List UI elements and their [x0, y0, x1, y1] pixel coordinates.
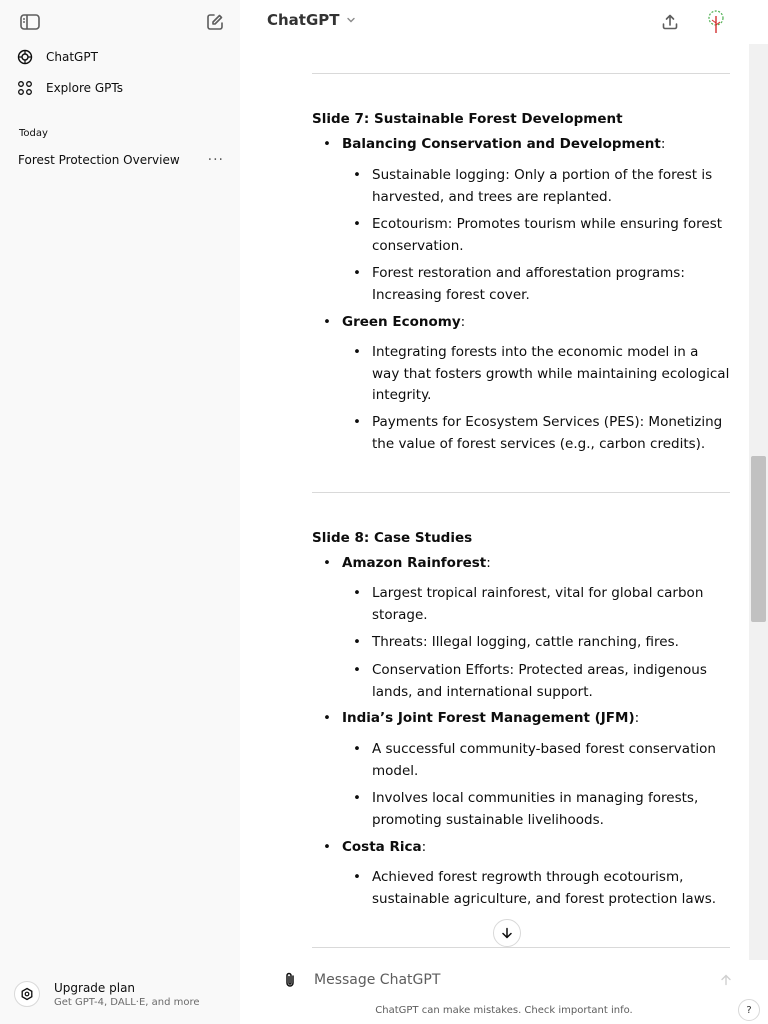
- sub-list: [312, 214, 730, 257]
- list-item: [342, 660, 730, 703]
- sub-list: [312, 788, 730, 831]
- model-selector[interactable]: [267, 11, 356, 29]
- sidebar-item-chatgpt[interactable]: [14, 44, 230, 70]
- model-name: ChatGPT: [267, 11, 340, 29]
- bullet-icon: •: [323, 555, 331, 571]
- conversation-item[interactable]: [10, 148, 232, 172]
- sidebar-item-explore-gpts[interactable]: [14, 75, 230, 101]
- list-item: [342, 867, 730, 910]
- sub-list: [312, 263, 730, 306]
- top-bar: [240, 0, 768, 44]
- list-item: • Costa Rica:: [312, 839, 730, 855]
- bullet-list: [312, 136, 730, 152]
- group-title: Amazon Rainforest: [342, 555, 487, 571]
- toggle-sidebar-button[interactable]: [18, 10, 42, 34]
- sub-list: [312, 867, 730, 910]
- bullet-icon: •: [353, 634, 361, 650]
- new-chat-button[interactable]: [202, 9, 228, 35]
- group-title: Costa Rica: [342, 839, 422, 855]
- item-text: Payments for Ecosystem Services (PES): Monetizing the value of forest services (e.g., carbon credits).: [372, 414, 723, 452]
- list-item: [342, 583, 730, 626]
- sub-list: [312, 583, 730, 626]
- item-text: Forest restoration and afforestation programs: Increasing forest cover.: [372, 265, 685, 303]
- help-button[interactable]: ?: [738, 999, 760, 1021]
- bullet-icon: •: [353, 344, 361, 360]
- bullet-icon: •: [323, 710, 331, 726]
- bullet-icon: •: [353, 741, 361, 757]
- item-text: Integrating forests into the economic model in a way that fosters growth while maintaining ecological integrity.: [372, 344, 730, 403]
- message-input[interactable]: [312, 966, 706, 994]
- scroll-to-bottom-button[interactable]: [493, 919, 521, 947]
- list-item: • Balancing Conservation and Development:: [312, 136, 730, 152]
- upgrade-subtitle: Get GPT-4, DALL·E, and more: [54, 996, 200, 1008]
- list-item: [342, 788, 730, 831]
- bullet-icon: •: [353, 167, 361, 183]
- grid-icon: [14, 77, 36, 99]
- edit-icon: [206, 13, 224, 31]
- divider: [312, 73, 730, 74]
- item-text: Threats: Illegal logging, cattle ranching, fires.: [372, 634, 679, 650]
- bullet-icon: •: [323, 314, 331, 330]
- list-item: [342, 632, 730, 654]
- bullet-icon: •: [353, 216, 361, 232]
- bullet-icon: •: [353, 869, 361, 885]
- item-text: Sustainable logging: Only a portion of the forest is harvested, and trees are replanted.: [372, 167, 713, 205]
- avatar[interactable]: [702, 8, 730, 36]
- sidebar-item-label: ChatGPT: [46, 50, 98, 64]
- item-text: Largest tropical rainforest, vital for global carbon storage.: [372, 585, 704, 623]
- sub-list: [312, 342, 730, 407]
- bullet-icon: •: [353, 790, 361, 806]
- list-item: • India’s Joint Forest Management (JFM):: [312, 710, 730, 726]
- list-item: [342, 214, 730, 257]
- sub-list: [312, 632, 730, 654]
- scrollbar-thumb[interactable]: [751, 456, 766, 622]
- chevron-down-icon: [346, 15, 356, 25]
- conversation-title: Forest Protection Overview: [18, 153, 180, 167]
- sub-list: [312, 165, 730, 208]
- bullet-list: [312, 555, 730, 571]
- item-text: Ecotourism: Promotes tourism while ensuring forest conservation.: [372, 216, 723, 254]
- share-icon: [661, 13, 679, 31]
- list-item: [342, 739, 730, 782]
- arrow-up-icon: [720, 974, 732, 986]
- list-item: • Green Economy:: [312, 314, 730, 330]
- sidebar-item-label: Explore GPTs: [46, 81, 123, 95]
- divider: [312, 947, 730, 948]
- bullet-list: [312, 839, 730, 855]
- disclaimer: ChatGPT can make mistakes. Check important info.: [375, 1005, 633, 1016]
- upgrade-icon: [14, 981, 40, 1007]
- bullet-icon: •: [353, 585, 361, 601]
- sub-list: [312, 412, 730, 455]
- share-button[interactable]: [658, 10, 682, 34]
- item-text: Conservation Efforts: Protected areas, indigenous lands, and international support.: [372, 662, 707, 700]
- slide-heading: Slide 7: Sustainable Forest Development: [312, 111, 623, 127]
- list-item: [342, 165, 730, 208]
- item-text: Involves local communities in managing forests, promoting sustainable livelihoods.: [372, 790, 699, 828]
- divider: [312, 492, 730, 493]
- message-composer: [278, 960, 748, 998]
- bullet-icon: •: [353, 265, 361, 281]
- slide-heading: Slide 8: Case Studies: [312, 530, 473, 546]
- paperclip-icon: [282, 971, 298, 989]
- upgrade-title: Upgrade plan: [54, 980, 136, 995]
- bullet-icon: •: [353, 414, 361, 430]
- bullet-icon: •: [323, 839, 331, 855]
- bullet-icon: •: [353, 662, 361, 678]
- conversation-content: [312, 44, 730, 944]
- list-item: [342, 342, 730, 407]
- group-title: Green Economy: [342, 314, 461, 330]
- item-text: A successful community-based forest conservation model.: [372, 741, 716, 779]
- scrollbar[interactable]: [749, 44, 768, 960]
- section-label-today: Today: [19, 128, 48, 139]
- openai-logo-icon: [14, 46, 36, 68]
- sidebar: [0, 0, 240, 1024]
- sidebar-toggle-icon: [20, 14, 40, 30]
- more-options-icon[interactable]: ···: [207, 152, 224, 168]
- sub-list: [312, 739, 730, 782]
- send-button[interactable]: [716, 970, 736, 990]
- profile-tree-icon: [705, 9, 727, 35]
- list-item: • Amazon Rainforest:: [312, 555, 730, 571]
- bullet-icon: •: [323, 136, 331, 152]
- group-title: Balancing Conservation and Development: [342, 136, 661, 152]
- upgrade-plan-button[interactable]: [14, 976, 234, 1012]
- bullet-list: [312, 710, 730, 726]
- attach-button[interactable]: [278, 968, 302, 992]
- list-item: [342, 263, 730, 306]
- arrow-down-icon: [501, 927, 513, 939]
- list-item: [342, 412, 730, 455]
- group-title: India’s Joint Forest Management (JFM): [342, 710, 635, 726]
- sub-list: [312, 660, 730, 703]
- item-text: Achieved forest regrowth through ecotourism, sustainable agriculture, and forest protection laws.: [372, 869, 717, 907]
- bullet-list: [312, 314, 730, 330]
